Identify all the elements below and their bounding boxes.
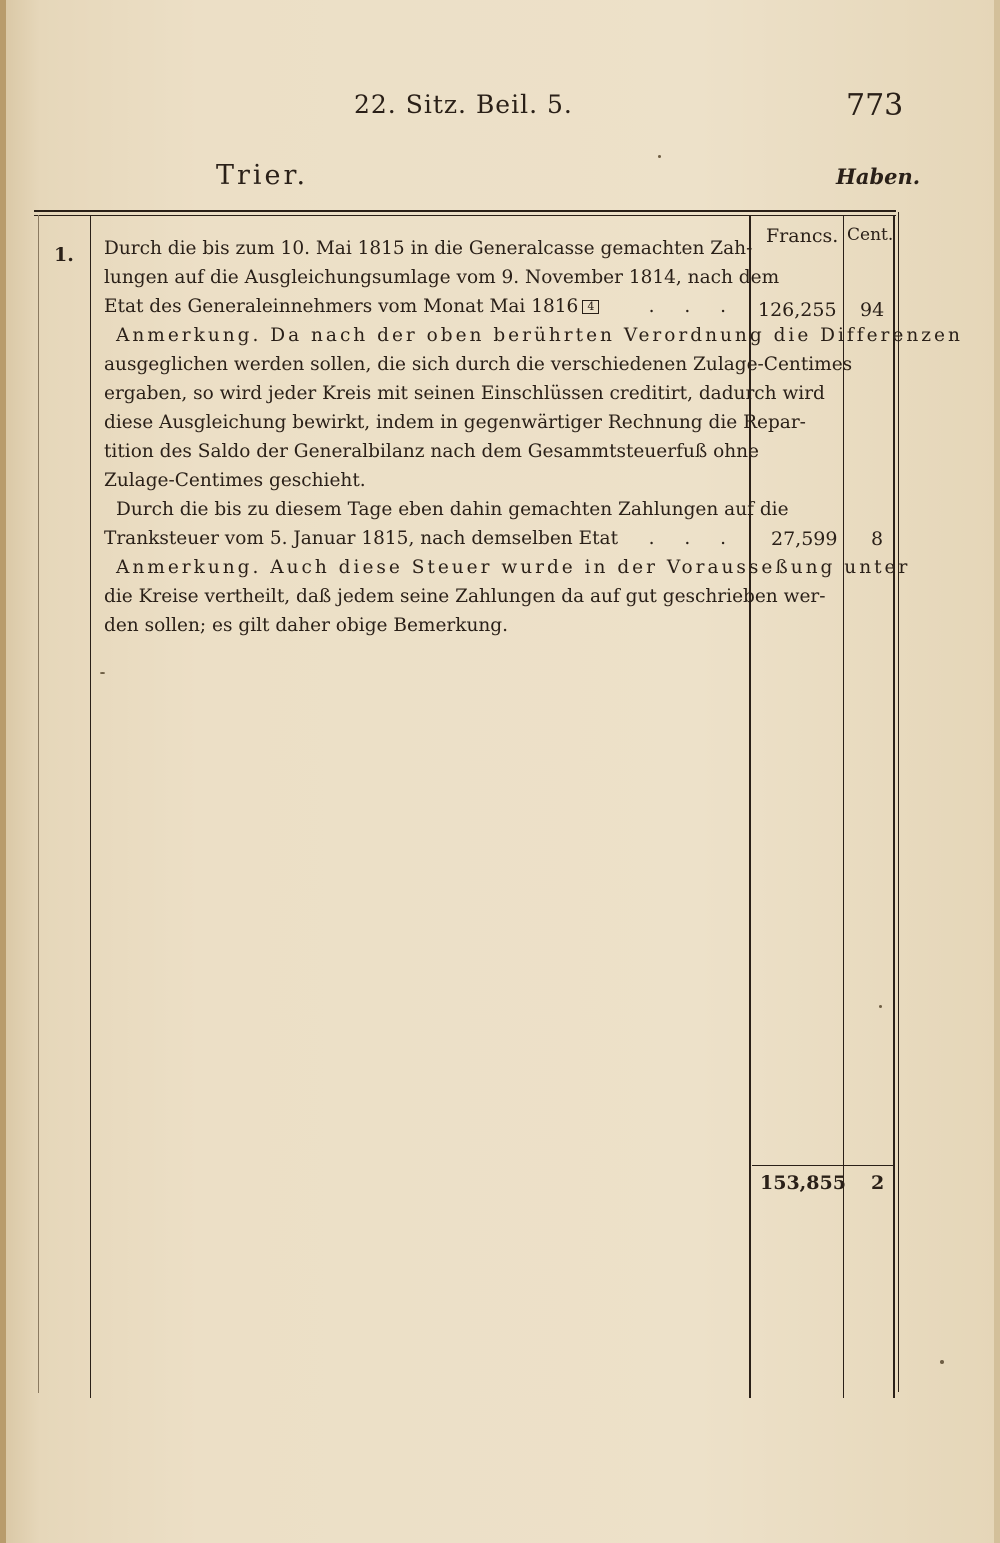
text-line-2 [104, 263, 780, 292]
paper-speck [879, 1005, 882, 1008]
total-cent: 2 [871, 1172, 885, 1194]
total-francs: 153,855 [760, 1172, 846, 1194]
line-text: tition des Saldo der Generalbilanz nach dem Gesammtsteuerfuß ohne [104, 441, 760, 462]
paper-speck [100, 672, 105, 674]
line-text: Zulage-Centimes geschieht. [104, 470, 366, 491]
section-title: Trier. [216, 160, 309, 191]
table-right-border [893, 215, 895, 1398]
text-line-5 [104, 350, 853, 379]
cent-column-header: Cent. [847, 225, 894, 245]
text-line-10 [116, 495, 789, 524]
page-number: 773 [846, 88, 904, 123]
leader-dots: . . . [648, 528, 738, 549]
francs-column-header: Francs. [766, 225, 839, 247]
line-text: Durch die bis zu diesem Tage eben dahin gemachten Zahlungen auf die [116, 499, 789, 520]
text-line-6 [104, 379, 825, 408]
text-line-8 [104, 437, 760, 466]
text-line-12 [116, 553, 911, 582]
page-right-edge [994, 0, 1000, 1543]
text-line-9 [104, 466, 738, 495]
line-text: Anmerkung. Da nach der oben berührten Verordnung die Differenzen [116, 325, 963, 346]
line-text: Tranksteuer vom 5. Januar 1815, nach demselben Etat [104, 528, 618, 549]
reference-box: 4 [582, 300, 599, 314]
text-line-11 [104, 524, 738, 553]
total-rule [752, 1165, 893, 1166]
leader-dots: . . . [648, 296, 738, 317]
amount-francs-1: 126,255 [758, 299, 837, 321]
line-text: den sollen; es gilt daher obige Bemerkung. [104, 615, 509, 636]
amount-cent-2: 8 [871, 528, 884, 550]
paper-speck [940, 1360, 944, 1364]
amount-francs-2: 27,599 [771, 528, 838, 550]
line-text: Etat des Generaleinnehmers vom Monat Mai 1816 [104, 296, 579, 317]
text-line-7 [104, 408, 806, 437]
line-text: diese Ausgleichung bewirkt, indem in gegenwärtiger Rechnung die Repar- [104, 412, 806, 433]
text-line-1 [104, 234, 753, 263]
page-left-edge [0, 0, 6, 1543]
line-text-with-ref [104, 292, 599, 321]
line-text: ergaben, so wird jeder Kreis mit seinen Einschlüssen creditirt, dadurch wird [104, 383, 825, 404]
table-left-border [38, 215, 39, 1393]
line-text: ausgeglichen werden sollen, die sich durch die verschiedenen Zulage-Centimes [104, 354, 853, 375]
text-line-14 [104, 611, 738, 640]
line-text: Durch die bis zum 10. Mai 1815 in die Generalcasse gemachten Zah- [104, 238, 753, 259]
number-column-divider [90, 215, 91, 1398]
amount-cent-1: 94 [860, 299, 885, 321]
text-line-4 [116, 321, 963, 350]
table-right-border-outer [898, 212, 899, 1392]
section-side-label: Haben. [836, 164, 921, 189]
entry-number: 1. [54, 244, 74, 266]
table-top-rule [34, 210, 896, 212]
running-header: 22. Sitz. Beil. 5. [354, 90, 573, 119]
table-top-rule-thin [34, 215, 896, 216]
text-line-13 [104, 582, 826, 611]
paper-speck [658, 155, 661, 158]
line-text: die Kreise vertheilt, daß jedem seine Zahlungen da auf gut geschrieben wer- [104, 586, 826, 607]
line-text: lungen auf die Ausgleichungsumlage vom 9. November 1814, nach dem [104, 267, 780, 288]
text-line-3 [104, 292, 738, 321]
cent-column-divider [843, 215, 844, 1398]
line-text: Anmerkung. Auch diese Steuer wurde in der Vorausseßung unter [116, 557, 911, 578]
